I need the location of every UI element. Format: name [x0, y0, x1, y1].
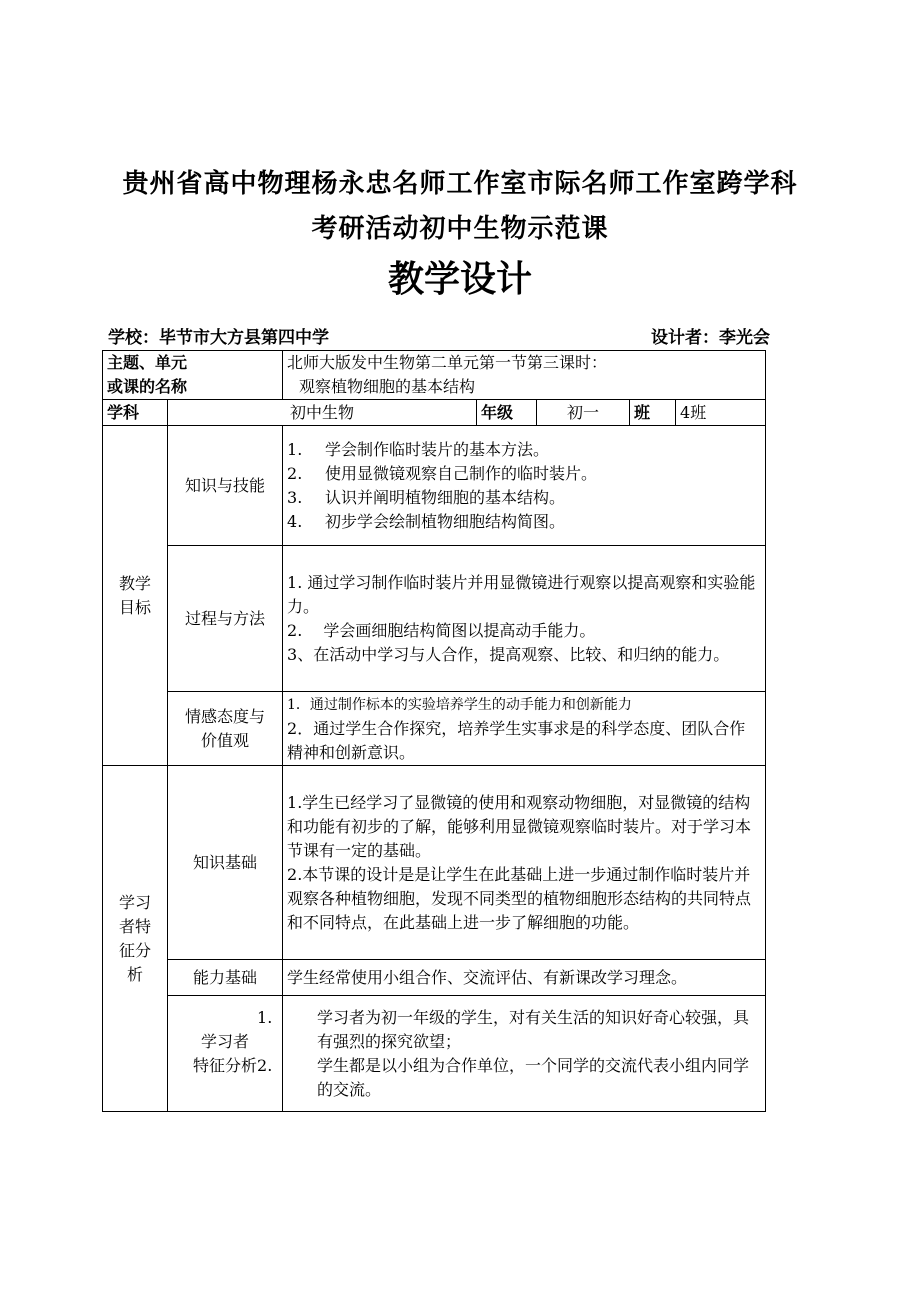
class-label: 班 [630, 400, 676, 426]
list-item: 2. 使用显微镜观察自己制作的临时装片。 [287, 463, 598, 483]
emotion-values-label: 情感态度与 价值观 [168, 692, 283, 766]
topic-value-line-1: 北师大版发中生物第二单元第一节第三课时： [287, 353, 608, 372]
subject-label: 学科 [103, 400, 168, 426]
list-item: 2. 学生都是以小组为合作单位，一个同学的交流代表小组内同学的交流。 [257, 1055, 750, 1099]
emotion-values-cell [283, 692, 766, 766]
class-value: 4班 [676, 400, 766, 426]
list-item: 2．通过学生合作探究，培养学生实事求是的科学态度、团队合作精神和创新意识。 [287, 718, 746, 762]
knowledge-skill-label: 知识与技能 [168, 426, 283, 546]
knowledge-skill-cell [283, 426, 766, 546]
subject-row [103, 400, 766, 426]
list-item: 3. 认识并阐明植物细胞的基本结构。 [287, 487, 566, 507]
knowledge-base-label: 知识基础 [168, 766, 283, 960]
subject-value: 初中生物 [168, 400, 477, 426]
list-item: 1.学生已经学习了显微镜的使用和观察动物细胞，对显微镜的结构和功能有初步的了解，能够利用显微镜观察临时装片。对于学习本节课有一定的基础。 [287, 792, 752, 860]
learner-features-label: 学习者 特征分析 [168, 996, 283, 1112]
list-item: 3、在活动中学习与人合作，提高观察、比较、和归纳的能力。 [287, 644, 730, 664]
list-item: 1. 学习者为初一年级的学生，对有关生活的知识好奇心较强，具有强烈的探究欲望； [257, 1007, 750, 1051]
learner-label-cell: 学习 者特 征分 析 [103, 766, 168, 1112]
learner-knowledge-row [103, 766, 766, 960]
list-item: 1. 学会制作临时装片的基本方法。 [287, 439, 550, 459]
knowledge-base-cell [283, 766, 766, 960]
goal-process-row [103, 546, 766, 692]
list-item: 2.本节课的设计是是让学生在此基础上进一步通过制作临时装片并观察各种植物细胞，发现不同类型的植物细胞形态结构的共同特点和不同特点，在此基础上进一步了解细胞的功能。 [287, 864, 752, 932]
topic-label-line-1: 主题、单元 [107, 353, 188, 372]
ability-base-value: 学生经常使用小组合作、交流评估、有新课改学习理念。 [283, 960, 766, 996]
list-item: 1. 通过学习制作临时装片并用显微镜进行观察以提高观察和实验能力。 [287, 572, 756, 616]
grade-value: 初一 [537, 400, 630, 426]
title-line-2: 考研活动初中生物示范课 [311, 214, 609, 244]
learner-features-cell [257, 996, 766, 1112]
learner-features-row [103, 996, 766, 1112]
goal-emotion-row [103, 692, 766, 766]
lesson-design-table [102, 350, 766, 1112]
list-item: 2. 学会画细胞结构简图以提高动手能力。 [287, 620, 596, 640]
process-method-cell [283, 546, 766, 692]
designer-label: 设计者：李光会 [651, 328, 770, 348]
list-item: 1．通过制作标本的实验培养学生的动手能力和创新能力 [287, 696, 632, 713]
learner-ability-row [103, 960, 766, 996]
list-item: 4. 初步学会绘制植物细胞结构简图。 [287, 511, 566, 531]
process-method-label: 过程与方法 [168, 546, 283, 692]
goals-label-line-1: 教学 [118, 573, 151, 593]
topic-label-cell [103, 351, 283, 400]
goals-label-line-2: 目标 [118, 597, 151, 617]
school-label: 学校：毕节市大方县第四中学 [108, 328, 329, 348]
topic-value-cell [283, 351, 766, 400]
goal-knowledge-row [103, 426, 766, 546]
goals-label-cell [103, 426, 168, 766]
topic-value-line-2: 观察植物细胞的基本结构 [299, 377, 476, 396]
topic-label-line-2: 或课的名称 [107, 377, 188, 396]
topic-row [103, 351, 766, 400]
title-line-1: 贵州省高中物理杨永忠名师工作室市际名师工作室跨学科 [122, 169, 798, 199]
grade-label: 年级 [477, 400, 537, 426]
ability-base-label: 能力基础 [168, 960, 283, 996]
knowledge-skill-list [287, 438, 761, 534]
main-title: 教学设计 [387, 259, 532, 300]
